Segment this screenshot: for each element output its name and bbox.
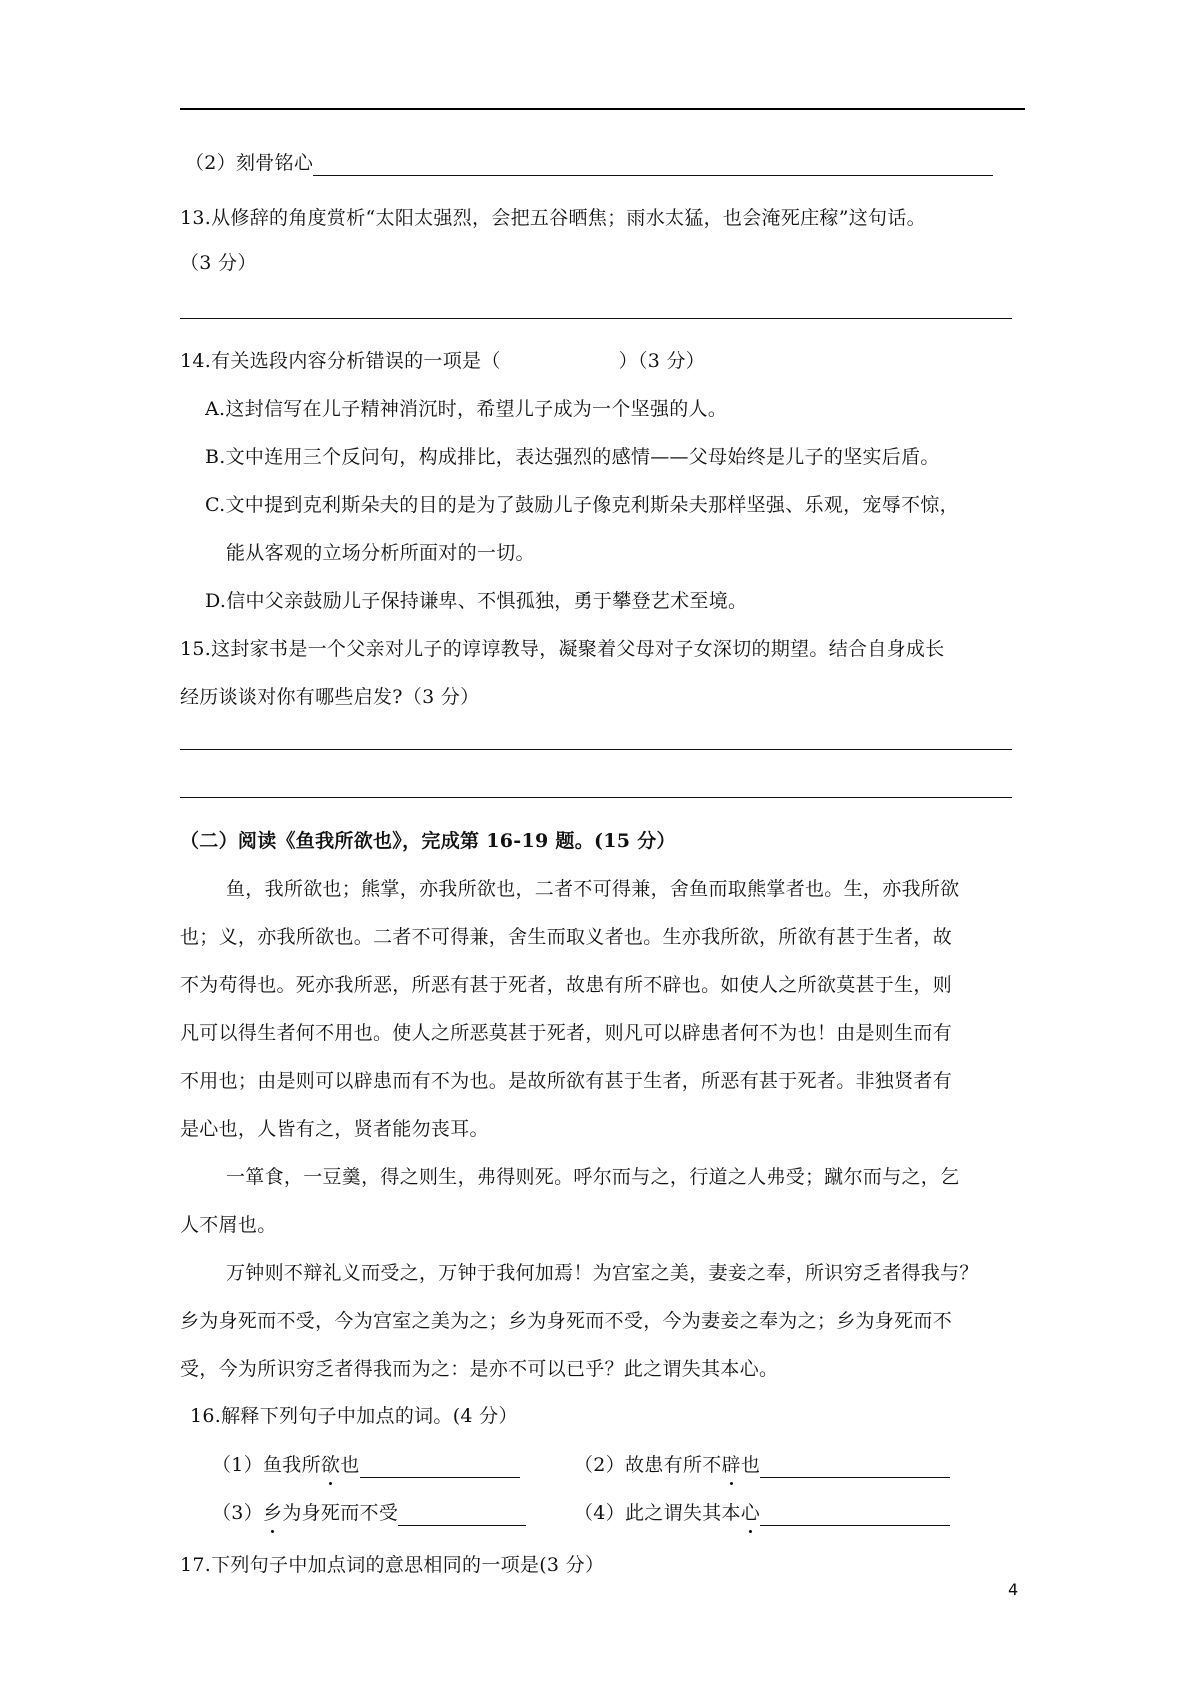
passage-line-4: 凡可以得生者何不用也。使人之所恶莫甚于死者，则凡可以辟患者何不为也！由是则生而有	[180, 1022, 953, 1044]
answer-blank[interactable]	[760, 1455, 950, 1478]
q17-stem: 17.下列句子中加点词的意思相同的一项是(3 分）	[180, 1554, 605, 1576]
passage-line-3: 不为苟得也。死亦我所恶，所恶有甚于死者，故患有所不辟也。如使人之所欲莫甚于生，则	[180, 974, 953, 996]
passage-line-8: 人不屑也。	[180, 1214, 277, 1236]
q16-stem: 16.解释下列句子中加点的词。(4 分）	[190, 1405, 518, 1427]
q13-line-2: （3 分）	[180, 252, 257, 274]
q16-item-1: （1）鱼我所欲也	[212, 1452, 520, 1478]
q16-item-2: （2）故患有所不辟也	[574, 1452, 950, 1478]
q15-answer-blank-1[interactable]	[180, 749, 1012, 750]
q14-option-b: B.文中连用三个反问句，构成排比，表达强烈的感情——父母始终是儿子的坚实后盾。	[205, 446, 940, 468]
answer-blank[interactable]	[313, 153, 993, 176]
q12-item-2: （2）刻骨铭心	[185, 150, 993, 176]
dotted-word: 心	[740, 1502, 761, 1524]
passage-line-1: 鱼，我所欲也；熊掌，亦我所欲也，二者不可得兼，舍鱼而取熊掌者也。生，亦我所欲	[226, 878, 960, 900]
passage-line-5: 不用也；由是则可以辟患而有不为也。是故所欲有甚于生者，所恶有甚于死者。非独贤者有	[180, 1070, 953, 1092]
header-rule	[180, 108, 1025, 110]
q13-line-1: 13.从修辞的角度赏析“太阳太强烈，会把五谷晒焦；雨水太猛，也会淹死庄稼”这句话。	[180, 207, 926, 229]
page-number: 4	[1008, 1580, 1019, 1599]
passage-line-10: 乡为身死而不受，今为宫室之美为之；乡为身死而不受，今为妻妾之奉为之；乡为身死而不	[180, 1310, 953, 1332]
q16-item-3: （3）乡为身死而不受	[212, 1500, 526, 1526]
passage-line-11: 受，今为所识穷乏者得我而为之：是亦不可以已乎？此之谓失其本心。	[180, 1358, 779, 1380]
dotted-word: 辟	[721, 1454, 741, 1476]
answer-blank[interactable]	[760, 1503, 950, 1526]
passage-line-6: 是心也，人皆有之，贤者能勿丧耳。	[180, 1118, 489, 1140]
dotted-word: 欲	[320, 1454, 341, 1476]
answer-blank[interactable]	[398, 1503, 526, 1526]
q14-stem: 14.有关选段内容分析错误的一项是（ ）（3 分）	[180, 350, 706, 372]
passage-line-2: 也；义，亦我所欲也。二者不可得兼，舍生而取义者也。生亦我所欲，所欲有甚于生者，故	[180, 926, 953, 948]
answer-blank[interactable]	[360, 1455, 520, 1478]
q15-answer-blank-2[interactable]	[180, 797, 1012, 798]
dotted-word: 乡	[263, 1502, 283, 1524]
q14-option-d: D.信中父亲鼓励儿子保持谦卑、不惧孤独，勇于攀登艺术至境。	[205, 590, 748, 612]
q13-answer-blank[interactable]	[180, 318, 1012, 319]
q14-option-c-line-1: C.文中提到克利斯朵夫的目的是为了鼓励儿子像克利斯朵夫那样坚强、乐观，宠辱不惊，	[205, 494, 959, 516]
q14-option-c-line-2: 能从客观的立场分析所面对的一切。	[226, 542, 535, 564]
passage-line-9: 万钟则不辩礼义而受之，万钟于我何加焉！为宫室之美，妻妾之奉，所识穷乏者得我与？	[226, 1262, 979, 1284]
q15-line-1: 15.这封家书是一个父亲对儿子的谆谆教导，凝聚着父母对子女深切的期望。结合自身成长	[180, 638, 945, 660]
passage-line-7: 一箪食，一豆羹，得之则生，弗得则死。呼尔而与之，行道之人弗受；蹴尔而与之，乞	[226, 1166, 960, 1188]
q14-option-a: A.这封信写在儿子精神消沉时，希望儿子成为一个坚强的人。	[205, 398, 728, 420]
q15-line-2: 经历谈谈对你有哪些启发?（3 分）	[180, 686, 480, 708]
q16-item-4: （4）此之谓失其本心	[574, 1500, 950, 1526]
section-2-heading: （二）阅读《鱼我所欲也》，完成第 16-19 题。(15 分）	[180, 830, 676, 852]
